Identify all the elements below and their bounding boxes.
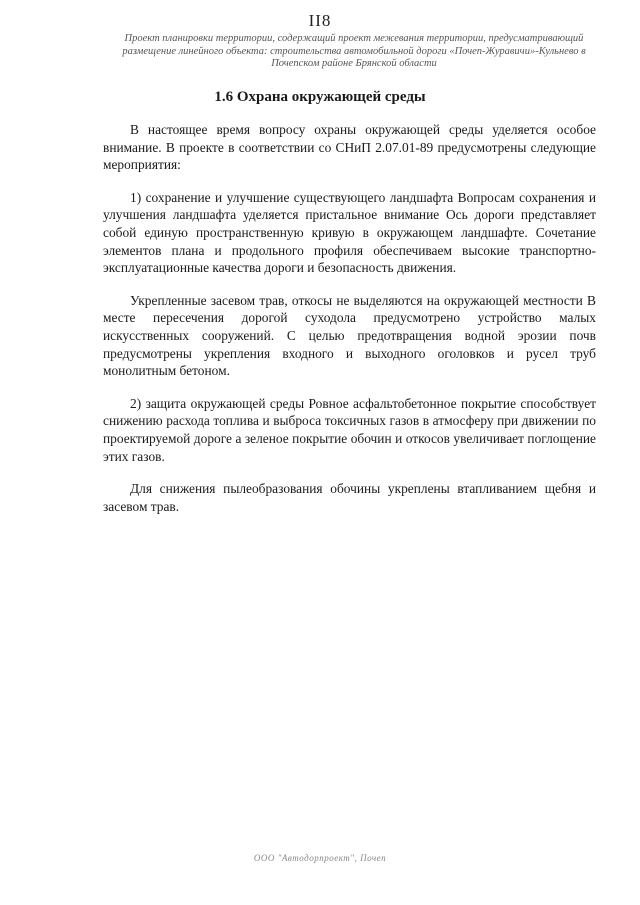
page-number: II8 bbox=[308, 11, 332, 30]
paragraph-intro: В настоящее время вопросу охраны окружающей среды уделяется особое внимание. В проекте в соответствии со СНиП 2.07.01-89 предусмотрены следующие мероприятия: bbox=[103, 122, 596, 173]
paragraph-protection: 2) защита окружающей среды Ровное асфальтобетонное покрытие способствует снижению расхода топлива и выброса токсичных газов в атмосферу при движении по проектируемой дороге а зеленое покрытие обочин и откосов увеличивает поглощение этих газов. bbox=[103, 395, 596, 464]
paragraph-slopes: Укрепленные засевом трав, откосы не выделяются на окружающей местности В месте пересечения дорогой суходола предусмотрено устройство малых искусственных сооружений. С целью предотвращения водной эрозии почв предусмотрены укрепления входного и выходного оголовков и русел труб монолитным бетоном. bbox=[103, 292, 596, 379]
section-title: 1.6 Охрана окружающей среды bbox=[214, 89, 426, 105]
project-header-note: Проект планировки территории, содержащий проект межевания территории, предусматривающий размещение линейного объекта: строительства автомобильной дороги «Почеп-Журавичи»-Кульнево в Почепском районе Брянской области bbox=[122, 33, 586, 69]
paragraph-landscape: 1) сохранение и улучшение существующего ландшафта Вопросам сохранения и улучшения ландшафта уделяется пристальное внимание Ось дороги представляет собой единую пространственную кривую в окружающем ландшафте. Сочетание элементов плана и продольного профиля обеспечиваем высокие транспортно-эксплуатационные качества дороги и безопасность движения. bbox=[103, 189, 596, 276]
section-body bbox=[103, 121, 596, 530]
footer-note: ООО "Автодорпроект", Почеп bbox=[253, 853, 387, 863]
paragraph-dust: Для снижения пылеобразования обочины укреплены втапливанием щебня и засевом трав. bbox=[103, 481, 596, 514]
